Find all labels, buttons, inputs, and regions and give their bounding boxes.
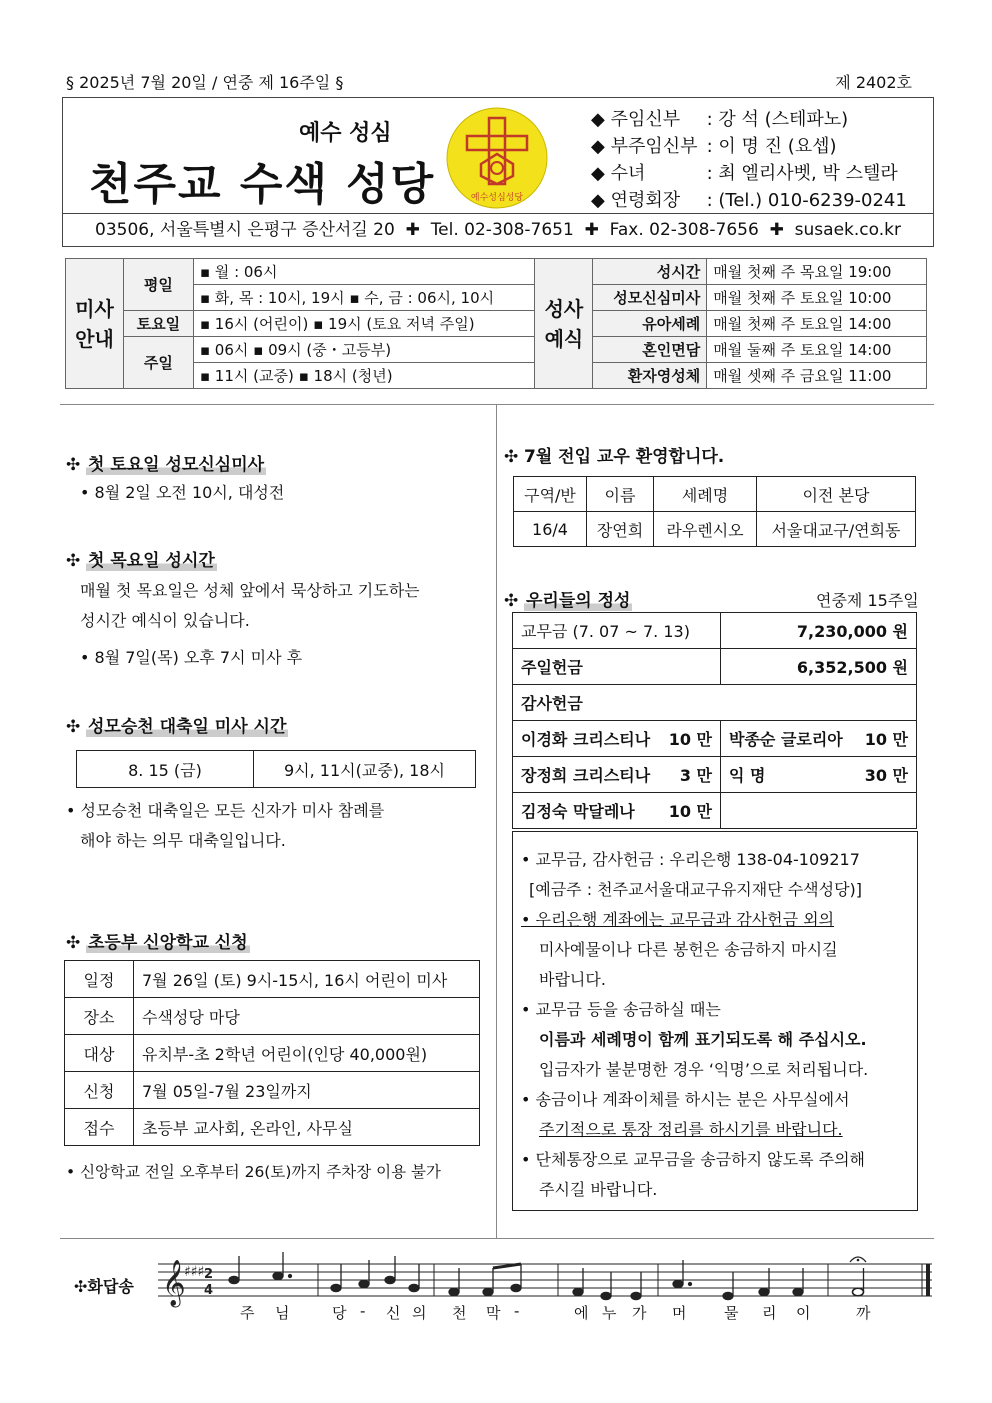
column-header: 이름 xyxy=(587,477,654,512)
table-row xyxy=(66,337,927,363)
sacrament-name: 유아세례 xyxy=(593,311,707,337)
table-row xyxy=(77,751,476,788)
staff-label: 수녀 xyxy=(610,163,646,184)
cross-icon: ✣ xyxy=(504,591,519,611)
table-cell: 라우렌시오 xyxy=(654,512,757,547)
sacrament-time: 매월 셋째 주 금요일 11:00 xyxy=(707,363,927,389)
lyric-syllable: - xyxy=(514,1302,521,1320)
offering-label: 주일헌금 xyxy=(513,649,721,685)
mass-guide-heading: 미사 안내 xyxy=(66,259,124,389)
cross-icon: ✣ xyxy=(66,717,81,737)
logo-text: 예수성심성당 xyxy=(470,193,524,203)
assumption-title-text: 성모승천 대축일 미사 시간 xyxy=(88,717,287,737)
sacrament-time: 매월 첫째 주 목요일 19:00 xyxy=(707,259,927,285)
offering-notice-box xyxy=(512,831,918,1211)
table-row xyxy=(65,1109,480,1146)
assumption-note-1: • 성모승천 대축일은 모든 신자가 미사 참례를 xyxy=(66,801,385,820)
cross-icon: ✣ xyxy=(66,551,81,571)
notice-line: [예금주 : 천주교서울대교구유지재단 수색성당)] xyxy=(529,880,863,899)
svg-text:𝄞: 𝄞 xyxy=(162,1260,186,1306)
lyric-syllable: 신 xyxy=(386,1304,402,1322)
first-thursday-line1: 매월 첫 목요일은 성체 앞에서 묵상하고 기도하는 xyxy=(80,581,420,600)
school-value: 7월 05일-7월 23일까지 xyxy=(134,1072,480,1109)
donor-amount: 30 만 xyxy=(864,766,908,785)
notice-line: 주기적으로 통장 정리를 하시기를 바랍니다. xyxy=(539,1120,843,1139)
notice-line: 이름과 세례명이 함께 표기되도록 해 주십시오. xyxy=(539,1030,867,1049)
school-title-text: 초등부 신앙학교 신청 xyxy=(88,933,248,953)
table-row xyxy=(513,649,917,685)
lyric-syllable: 님 xyxy=(275,1304,291,1322)
cross-icon: ✣ xyxy=(66,933,81,953)
section-divider xyxy=(60,1238,934,1239)
school-title xyxy=(66,928,250,953)
donor-cell xyxy=(513,793,721,829)
notice-line xyxy=(521,905,834,935)
sacrament-name: 성시간 xyxy=(593,259,707,285)
lyric-syllable: 에 xyxy=(574,1304,590,1322)
svg-text:♯♯♯: ♯♯♯ xyxy=(184,1264,205,1280)
date-line: § 2025년 7월 20일 / 연중 제 16주일 § xyxy=(66,73,344,92)
notice-line: • 교무금, 감사헌금 : 우리은행 138-04-109217 xyxy=(521,850,860,869)
sunday-schedule-2: ▪ 11시 (교중) ▪ 18시 (청년) xyxy=(193,363,535,389)
assumption-times: 9시, 11시(교중), 18시 xyxy=(254,751,476,788)
donor-name: 이경화 크리스티나 xyxy=(521,730,651,749)
notice-line: 미사예물이나 다른 봉헌은 송금하지 마시길 xyxy=(539,940,838,959)
parish-header xyxy=(62,97,934,247)
table-row xyxy=(513,757,917,793)
telephone: Tel. 02-308-7651 xyxy=(430,220,574,240)
donor-cell xyxy=(513,757,721,793)
assumption-mass-table xyxy=(76,750,476,788)
welcome-title xyxy=(504,442,724,467)
school-value: 초등부 교사회, 온라인, 사무실 xyxy=(134,1109,480,1146)
first-saturday-title xyxy=(66,450,266,475)
school-key: 신청 xyxy=(65,1072,134,1109)
lyric-syllable: - xyxy=(360,1302,367,1320)
donor-name: 장정희 크리스티나 xyxy=(521,766,651,785)
bulletin-top-line xyxy=(60,70,930,93)
table-row xyxy=(66,363,927,389)
lyric-syllable: 물 xyxy=(724,1304,740,1322)
notice-line: • 교무금 등을 송금하실 때는 xyxy=(521,1000,721,1019)
table-row xyxy=(66,285,927,311)
weekday-schedule-2: ▪ 화, 목 : 10시, 19시 ▪ 수, 금 : 06시, 10시 xyxy=(193,285,535,311)
donor-amount: 10 만 xyxy=(668,730,712,749)
contact-line xyxy=(63,214,933,246)
sacrament-time: 매월 첫째 주 토요일 14:00 xyxy=(707,311,927,337)
sacrament-time: 매월 첫째 주 토요일 10:00 xyxy=(707,285,927,311)
lyric-syllable: 막 xyxy=(486,1304,502,1322)
notice-line: 바랍니다. xyxy=(539,970,606,989)
offering-title xyxy=(504,586,632,611)
welcome-title-text: 7월 전입 교우 환영합니다. xyxy=(524,447,725,467)
sunday-schedule-1: ▪ 06시 ▪ 09시 (중・고등부) xyxy=(193,337,535,363)
parish-subtitle: 예수 성심 xyxy=(299,121,392,146)
table-row xyxy=(513,613,917,649)
sunday-label: 주일 xyxy=(123,337,193,389)
fax: Fax. 02-308-7656 xyxy=(609,220,759,240)
offering-table xyxy=(512,612,917,829)
table-row xyxy=(66,259,927,285)
mass-schedule-table xyxy=(65,258,927,389)
column-divider xyxy=(496,404,497,1238)
table-cell: 서울대교구/연희동 xyxy=(757,512,916,547)
first-thursday-title-text: 첫 목요일 성시간 xyxy=(88,551,215,571)
lyric-syllable: 가 xyxy=(632,1304,648,1322)
table-row xyxy=(65,1035,480,1072)
website-link[interactable]: susaek.co.kr xyxy=(794,220,901,240)
lyric-syllable: 당 xyxy=(332,1304,348,1322)
donor-cell xyxy=(721,757,917,793)
table-row xyxy=(65,961,480,998)
donor-name: 김정숙 막달레나 xyxy=(521,802,635,821)
offering-title-text: 우리들의 정성 xyxy=(526,591,631,611)
responsorial-psalm xyxy=(60,1240,932,1330)
first-saturday-title-text: 첫 토요일 성모신심미사 xyxy=(88,455,265,475)
staff-value: : 이 명 진 (요셉) xyxy=(706,136,837,157)
school-note: • 신앙학교 전일 오후부터 26(토)까지 주차장 이용 불가 xyxy=(66,1163,441,1181)
lyric-syllable: 천 xyxy=(452,1304,468,1322)
school-key: 접수 xyxy=(65,1109,134,1146)
staff-label: 부주임신부 xyxy=(610,136,698,157)
cross-icon: ✚ xyxy=(405,220,420,240)
sacrament-time: 매월 둘째 주 토요일 14:00 xyxy=(707,337,927,363)
offering-value: 7,230,000 원 xyxy=(721,613,917,649)
sacrament-name: 성모신심미사 xyxy=(593,285,707,311)
lyric-syllable: 머 xyxy=(672,1304,688,1322)
donor-name: 익 명 xyxy=(729,766,766,785)
cross-icon: ✚ xyxy=(769,220,784,240)
table-row xyxy=(513,685,917,721)
cross-icon: ✚ xyxy=(584,220,599,240)
assumption-date: 8. 15 (금) xyxy=(77,751,254,788)
column-header: 이전 본당 xyxy=(757,477,916,512)
table-row xyxy=(65,998,480,1035)
assumption-title xyxy=(66,712,288,737)
first-thursday-item: • 8월 7일(목) 오후 7시 미사 후 xyxy=(80,648,303,667)
staff-value: : 강 석 (스테파노) xyxy=(706,109,849,130)
staff-row: ◆ 연령회장 : (Tel.) 010-6239-0241 xyxy=(591,187,907,214)
sacrament-heading: 성사 예식 xyxy=(535,259,593,389)
lyric-syllable: 까 xyxy=(856,1304,872,1322)
saturday-label: 토요일 xyxy=(123,311,193,337)
svg-text:2: 2 xyxy=(204,1267,214,1282)
table-row xyxy=(66,311,927,337)
offering-week: 연중제 15주일 xyxy=(816,591,919,610)
staff-row: ◆ 수녀 : 최 엘리사벳, 박 스텔라 xyxy=(591,160,907,187)
school-value: 유치부-초 2학년 어린이(인당 40,000원) xyxy=(134,1035,480,1072)
svg-text:4: 4 xyxy=(204,1283,214,1298)
donor-amount: 3 만 xyxy=(679,766,712,785)
table-row xyxy=(514,512,916,547)
address: 03506, 서울특별시 은평구 증산서길 20 xyxy=(95,220,395,240)
assumption-note-2: 해야 하는 의무 대축일입니다. xyxy=(80,831,286,850)
lyric-syllable: 주 xyxy=(240,1304,256,1322)
section-divider xyxy=(60,404,934,405)
weekday-label: 평일 xyxy=(123,259,193,311)
parish-logo xyxy=(445,106,549,210)
first-thursday-title xyxy=(66,546,217,571)
table-row xyxy=(65,1072,480,1109)
table-row xyxy=(513,793,917,829)
donor-cell xyxy=(721,721,917,757)
staff-row: ◆ 부주임신부 : 이 명 진 (요셉) xyxy=(591,133,907,160)
staff-value: : 최 엘리사벳, 박 스텔라 xyxy=(706,163,898,184)
table-header-row xyxy=(514,477,916,512)
staff-label: 주임신부 xyxy=(610,109,681,130)
sacrament-name: 환자영성체 xyxy=(593,363,707,389)
staff-label: 연령회장 xyxy=(610,190,681,211)
table-cell: 16/4 xyxy=(514,512,587,547)
issue-number: 제 2402호 xyxy=(835,73,912,92)
cross-icon: ✣ xyxy=(66,455,81,475)
first-saturday-item: • 8월 2일 오전 10시, 대성전 xyxy=(80,483,285,502)
lyric-syllable: 이 xyxy=(796,1304,812,1322)
donor-amount: 10 만 xyxy=(864,730,908,749)
music-staff xyxy=(158,1248,934,1310)
donor-amount: 10 만 xyxy=(668,802,712,821)
school-key: 일정 xyxy=(65,961,134,998)
lyric-syllable: 의 xyxy=(412,1304,428,1322)
notice-text: • 우리은행 계좌에는 교무금과 감사헌금 외의 xyxy=(521,910,835,929)
offering-value: 6,352,500 원 xyxy=(721,649,917,685)
saturday-schedule: ▪ 16시 (어린이) ▪ 19시 (토요 저녁 주일) xyxy=(193,311,535,337)
offering-label: 교무금 (7. 07 ~ 7. 13) xyxy=(513,613,721,649)
notice-line: • 송금이나 계좌이체를 하시는 분은 사무실에서 xyxy=(521,1090,850,1109)
donor-cell xyxy=(513,721,721,757)
school-info-table xyxy=(64,960,480,1146)
parish-header-main xyxy=(63,98,933,214)
table-row xyxy=(513,721,917,757)
staff-list xyxy=(591,106,907,214)
school-key: 장소 xyxy=(65,998,134,1035)
staff-value: : (Tel.) 010-6239-0241 xyxy=(706,190,907,211)
school-value: 7월 26일 (토) 9시-15시, 16시 어린이 미사 xyxy=(134,961,480,998)
table-cell: 장연희 xyxy=(587,512,654,547)
notice-line: • 단체통장으로 교무금을 송금하지 않도록 주의해 xyxy=(521,1150,865,1169)
notice-line: 입금자가 불분명한 경우 ‘익명’으로 처리됩니다. xyxy=(539,1060,869,1079)
welcome-table xyxy=(513,476,916,547)
donor-name: 박종순 글로리아 xyxy=(729,730,843,749)
cross-icon: ✣ xyxy=(504,447,519,467)
parish-name: 천주교 수색 성당 xyxy=(89,159,436,210)
first-thursday-line2: 성시간 예식이 있습니다. xyxy=(80,611,250,630)
staff-row: ◆ 주임신부 : 강 석 (스테파노) xyxy=(591,106,907,133)
empty-cell xyxy=(721,793,917,829)
hymn-label: ✣화답송 xyxy=(74,1277,134,1296)
column-header: 구역/반 xyxy=(514,477,587,512)
lyric-syllable: 리 xyxy=(762,1304,778,1322)
school-value: 수색성당 마당 xyxy=(134,998,480,1035)
thanks-offering-label: 감사헌금 xyxy=(513,685,917,721)
column-header: 세례명 xyxy=(654,477,757,512)
lyric-syllable: 누 xyxy=(602,1304,618,1322)
school-key: 대상 xyxy=(65,1035,134,1072)
weekday-schedule-1: ▪ 월 : 06시 xyxy=(193,259,535,285)
notice-line: 주시길 바랍니다. xyxy=(539,1180,658,1199)
sacrament-name: 혼인면담 xyxy=(593,337,707,363)
